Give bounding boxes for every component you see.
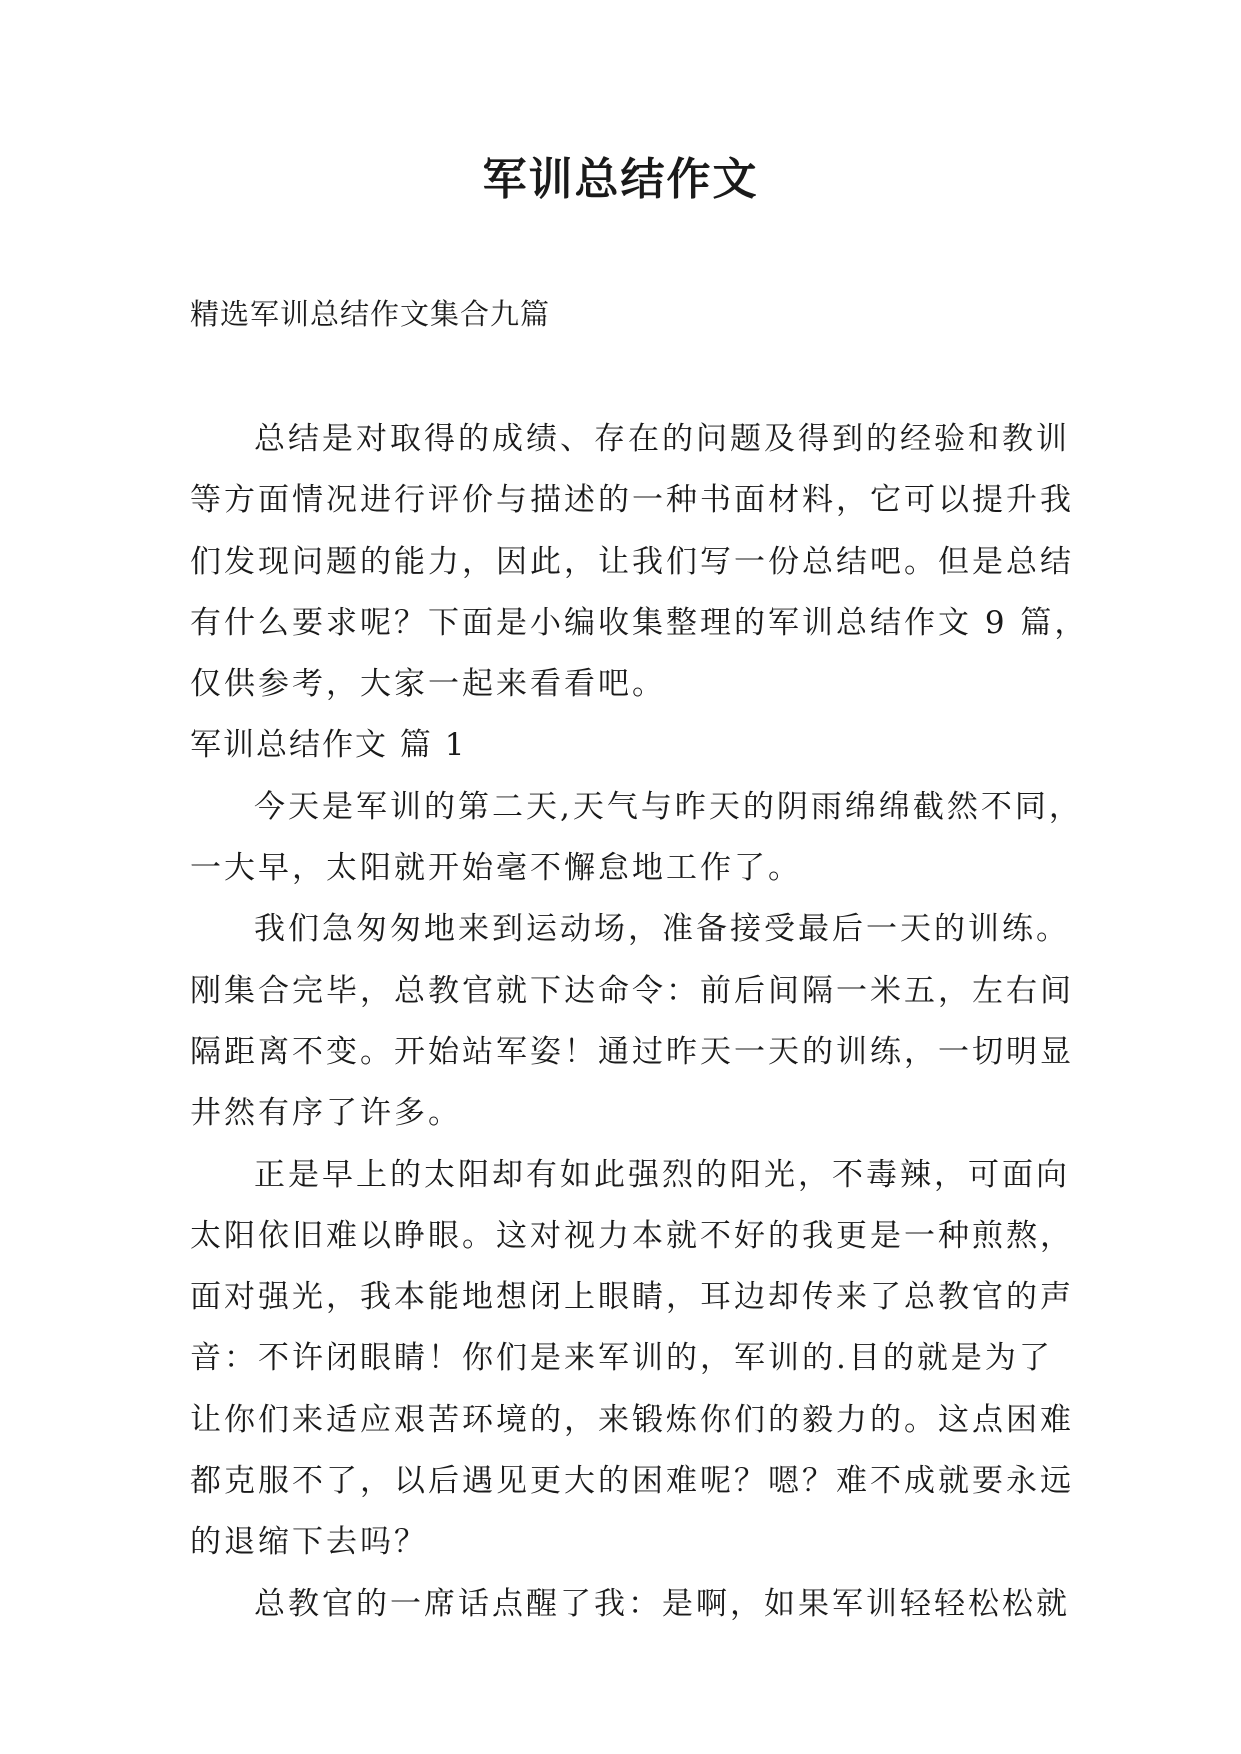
paragraph-line: 等方面情况进行评价与描述的一种书面材料，它可以提升我 <box>190 482 1074 519</box>
paragraph-line: 都克服不了，以后遇见更大的困难呢？嗯？难不成就要永远 <box>190 1463 1074 1500</box>
document-title: 军训总结作文 <box>482 154 759 205</box>
paragraph-line: 今天是军训的第二天,天气与昨天的阴雨绵绵截然不同， <box>254 788 1083 825</box>
paragraph-line: 音：不许闭眼睛！你们是来军训的，军训的.目的就是为了 <box>190 1340 1053 1377</box>
paragraph-line: 总教官的一席话点醒了我：是啊，如果军训轻轻松松就 <box>254 1585 1070 1622</box>
document-body <box>190 409 1090 1635</box>
paragraph-line: 仅供参考，大家一起来看看吧。 <box>190 666 666 703</box>
paragraph-line: 总结是对取得的成绩、存在的问题及得到的经验和教训 <box>254 421 1070 457</box>
paragraph-line: 正是早上的太阳却有如此强烈的阳光，不毒辣，可面向 <box>254 1156 1070 1193</box>
paragraph-line: 我们急匆匆地来到运动场，准备接受最后一天的训练。 <box>254 911 1070 948</box>
document-subtitle: 精选军训总结作文集合九篇 <box>190 297 551 331</box>
paragraph-line: 有什么要求呢？下面是小编收集整理的军训总结作文 9 篇， <box>190 604 1089 641</box>
paragraph-line: 井然有序了许多。 <box>190 1095 462 1132</box>
paragraph-line: 面对强光，我本能地想闭上眼睛，耳边却传来了总教官的声 <box>190 1279 1074 1316</box>
paragraph-line: 让你们来适应艰苦环境的，来锻炼你们的毅力的。这点困难 <box>190 1401 1074 1438</box>
paragraph-line: 太阳依旧难以睁眼。这对视力本就不好的我更是一种煎熬， <box>190 1217 1074 1254</box>
paragraph-line: 的退缩下去吗？ <box>190 1524 428 1561</box>
paragraph-line: 刚集合完毕，总教官就下达命令：前后间隔一米五，左右间 <box>190 972 1074 1009</box>
paragraph-line: 一大早，太阳就开始毫不懈怠地工作了。 <box>190 850 802 887</box>
section-heading: 军训总结作文 篇 1 <box>190 727 467 764</box>
paragraph-line: 隔距离不变。开始站军姿！通过昨天一天的训练，一切明显 <box>190 1033 1074 1070</box>
paragraph-line: 们发现问题的能力，因此，让我们写一份总结吧。但是总结 <box>190 543 1074 580</box>
